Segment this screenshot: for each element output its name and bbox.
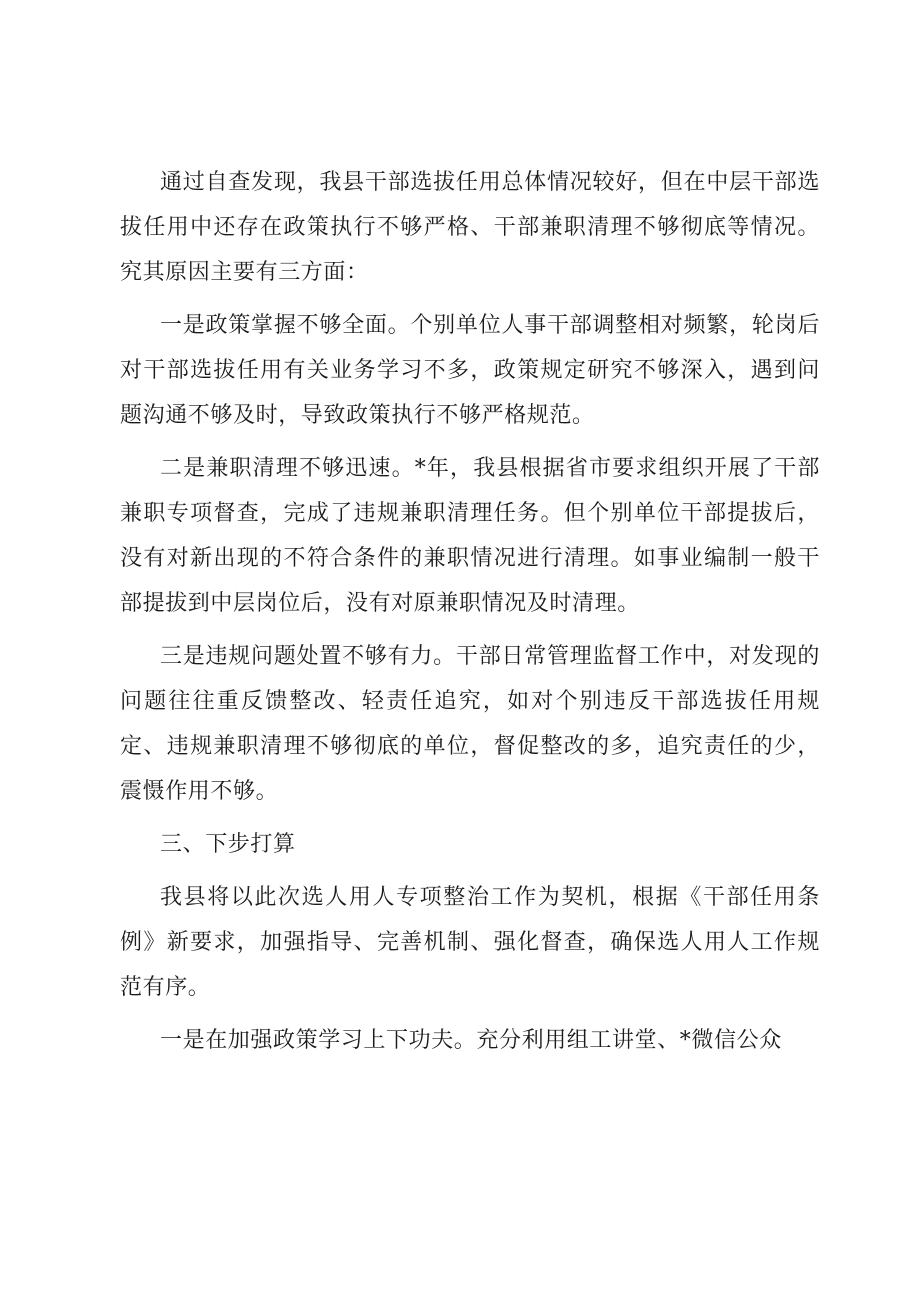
paragraph-plan-intro: 我县将以此次选人用人专项整治工作为契机，根据《干部任用条例》新要求，加强指导、完善机制、强化督查，确保选人用人工作规范有序。 [120,885,820,1000]
paragraph-reason-three: 三是违规问题处置不够有力。干部日常管理监督工作中，对发现的问题往往重反馈整改、轻责任追究，如对个别违反干部选拔任用规定、违规兼职清理不够彻底的单位，督促整改的多，追究责任的少，震慑作用不够。 [120,644,820,804]
paragraph-plan-one: 一是在加强政策学习上下功夫。充分利用组工讲堂、*微信公众 [160,1028,782,1053]
paragraph-reason-one: 一是政策掌握不够全面。个别单位人事干部调整相对频繁，轮岗后对干部选拔任用有关业务学习不多，政策规定研究不够深入，遇到问题沟通不够及时，导致政策执行不够严格规范。 [120,313,820,428]
document-body [120,160,820,1071]
paragraph-self-check-summary: 通过自查发现，我县干部选拔任用总体情况较好，但在中层干部选拔任用中还存在政策执行不够严格、干部兼职清理不够彻底等情况。究其原因主要有三方面： [120,170,820,285]
paragraph-reason-two: 二是兼职清理不够迅速。*年，我县根据省市要求组织开展了干部兼职专项督查，完成了违规兼职清理任务。但个别单位干部提拔后，没有对新出现的不符合条件的兼职情况进行清理。如事业编制一般干部提拔到中层岗位后，没有对原兼职情况及时清理。 [120,456,820,616]
section-heading-next-steps: 三、下步打算 [160,832,296,857]
